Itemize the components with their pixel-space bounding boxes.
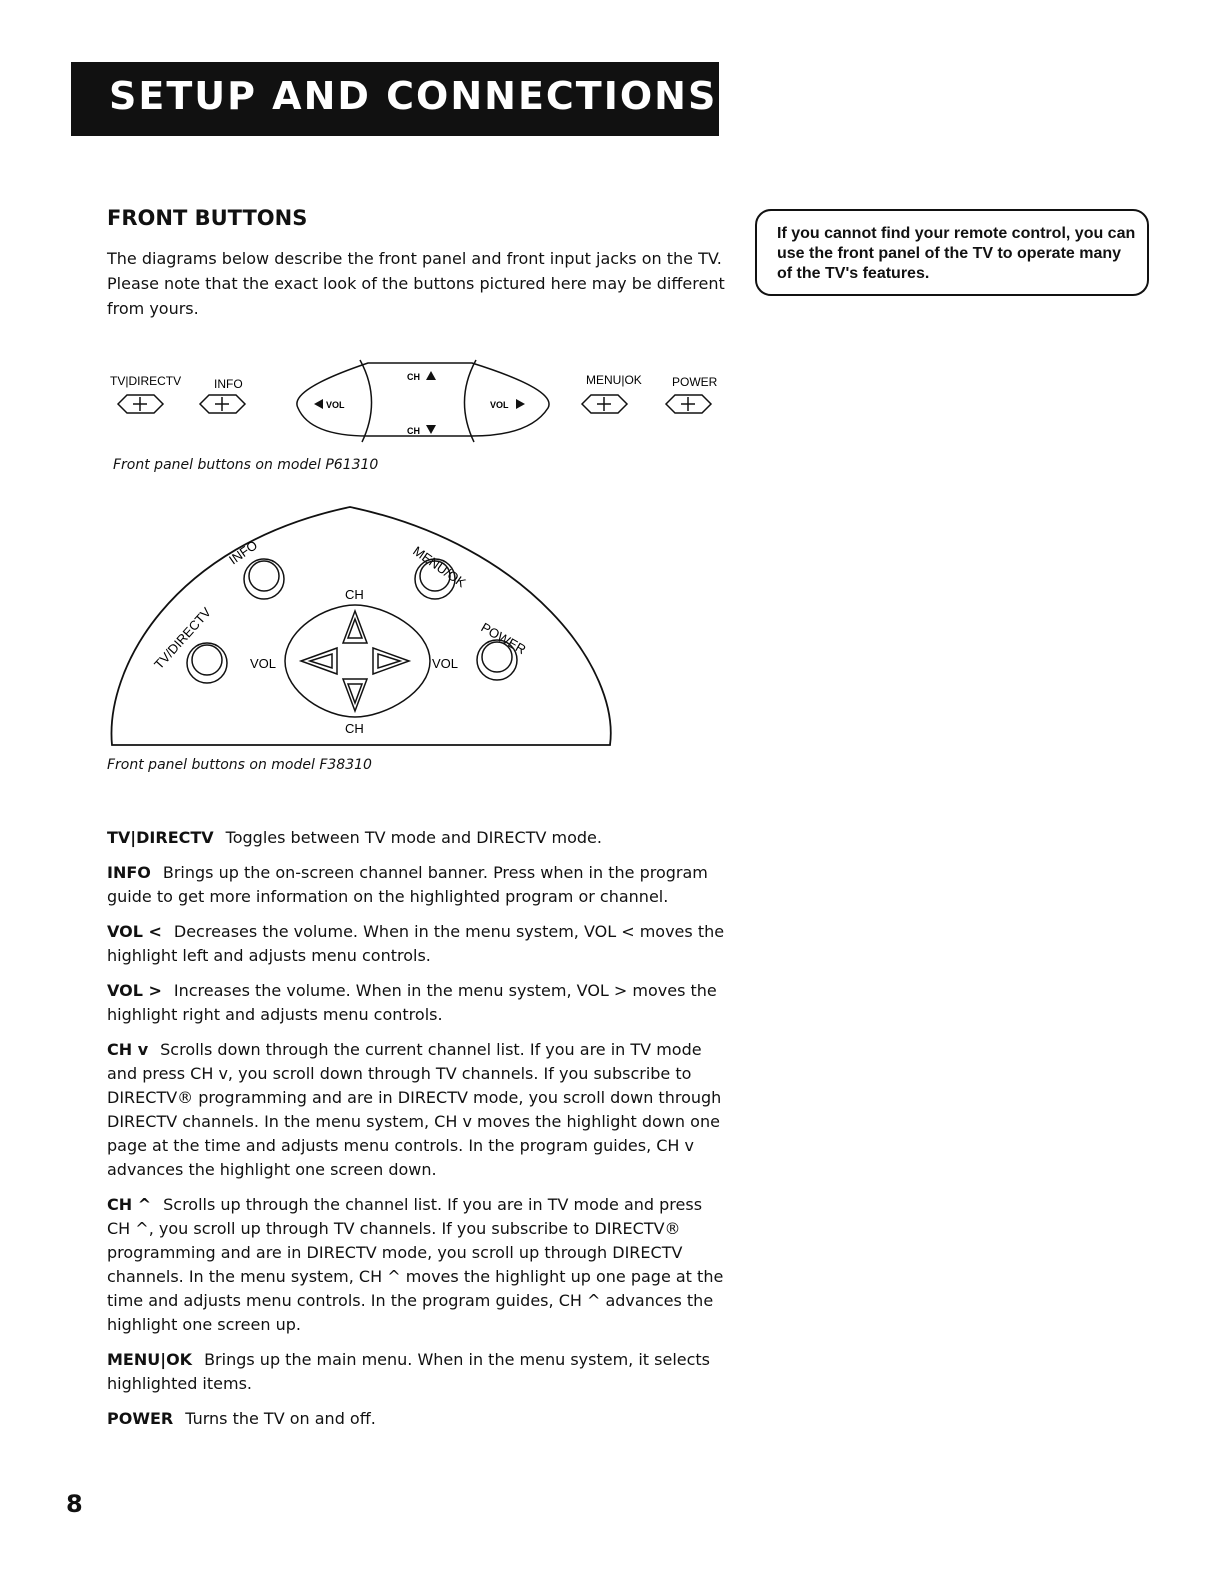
ch-bottom-label-b: CH [345, 721, 364, 736]
diagram-a-caption: Front panel buttons on model P61310 [113, 457, 379, 473]
menu-ok-label-b: MENU/OK [410, 543, 469, 591]
vol-right-arrow-b-icon [373, 648, 409, 674]
section-heading: FRONT BUTTONS [107, 206, 308, 230]
description-term: POWER [107, 1409, 174, 1428]
ch-up-arrow-b-icon [343, 611, 367, 643]
tv-directv-label-b: TV/DIRECTV [151, 604, 214, 673]
description-text: Scrolls up through the channel list. If you are in TV mode and press CH ^, you scroll up through TV channels. If you subscribe to DIRECTV® programming and are in DIRECTV mode, you scroll up through DIRECTV channels. In the menu system, CH ^ moves the highlight up one page at the time and adjusts menu controls. In the program guides, CH ^ advances the highlight one screen up. [107, 1195, 724, 1334]
description-text: Scrolls down through the current channel list. If you are in TV mode and press CH v, you scroll down through TV channels. If you subscribe to DIRECTV® programming and are in DIRECTV mode, you scroll down through DIRECTV channels. In the menu system, CH v moves the highlight down one page at the time and adjusts menu controls. In the program guides, CH v advances the highlight one screen down. [107, 1040, 722, 1179]
power-label: POWER [672, 375, 718, 389]
tv-directv-button-icon [118, 395, 163, 413]
description-term: MENU|OK [107, 1350, 193, 1369]
vol-right-arrow-icon [516, 399, 525, 409]
description-item [107, 1407, 727, 1431]
ch-down-label: CH [407, 426, 420, 436]
front-panel-diagram-f38310 [100, 495, 620, 753]
info-label: INFO [214, 377, 243, 391]
description-text: Brings up the on-screen channel banner. Press when in the program guide to get more information on the highlighted program or channel. [107, 863, 708, 906]
power-label-b: POWER [478, 619, 529, 658]
menu-ok-label: MENU|OK [586, 373, 642, 387]
page-number: 8 [66, 1490, 83, 1518]
vol-left-label: VOL [326, 400, 345, 410]
description-term: VOL > [107, 981, 162, 1000]
description-item [107, 979, 727, 1027]
vol-left-arrow-icon [314, 399, 323, 409]
info-button-b-icon [244, 559, 284, 599]
description-item [107, 1193, 727, 1337]
banner-title: SETUP AND CONNECTIONS [109, 74, 718, 118]
button-descriptions [107, 826, 727, 1442]
description-item [107, 1348, 727, 1396]
info-label-b: INFO [226, 537, 261, 568]
diagram-b-caption: Front panel buttons on model F38310 [107, 757, 372, 773]
description-term: TV|DIRECTV [107, 828, 214, 847]
description-text: Toggles between TV mode and DIRECTV mode. [225, 828, 602, 847]
intro-paragraph: The diagrams below describe the front panel and front input jacks on the TV. Please note that the exact look of the buttons pictured here may be different from yours. [107, 249, 725, 318]
vol-right-label-b: VOL [432, 656, 459, 671]
description-item [107, 861, 727, 909]
tip-text: If you cannot find your remote control, you can use the front panel of the TV to operate many of the TV's features. [777, 225, 1136, 282]
description-text: Brings up the main menu. When in the menu system, it selects highlighted items. [107, 1350, 711, 1393]
front-panel-diagram-p61310 [100, 350, 740, 450]
vol-right-label: VOL [490, 400, 509, 410]
description-term: CH ^ [107, 1195, 152, 1214]
tip-box [755, 209, 1149, 296]
vol-left-arrow-b-icon [301, 648, 337, 674]
description-text: Decreases the volume. When in the menu system, VOL < moves the highlight left and adjusts menu controls. [107, 922, 725, 965]
ch-top-label-b: CH [345, 587, 364, 602]
power-button-icon [666, 395, 711, 413]
info-button-icon [200, 395, 245, 413]
description-term: CH v [107, 1040, 149, 1059]
ch-up-label: CH [407, 372, 420, 382]
vol-left-label-b: VOL [250, 656, 277, 671]
power-button-b-icon [477, 640, 517, 680]
section-banner [71, 62, 719, 136]
tv-directv-button-b-icon [187, 643, 227, 683]
description-text: Turns the TV on and off. [185, 1409, 376, 1428]
description-item [107, 826, 727, 850]
description-term: VOL < [107, 922, 162, 941]
ch-down-arrow-b-icon [343, 679, 367, 711]
ch-up-arrow-icon [426, 371, 436, 380]
description-item [107, 920, 727, 968]
description-item [107, 1038, 727, 1182]
ch-down-arrow-icon [426, 425, 436, 434]
description-text: Increases the volume. When in the menu system, VOL > moves the highlight right and adjusts menu controls. [107, 981, 717, 1024]
description-term: INFO [107, 863, 151, 882]
tv-directv-label: TV|DIRECTV [110, 374, 182, 388]
menu-ok-button-icon [582, 395, 627, 413]
